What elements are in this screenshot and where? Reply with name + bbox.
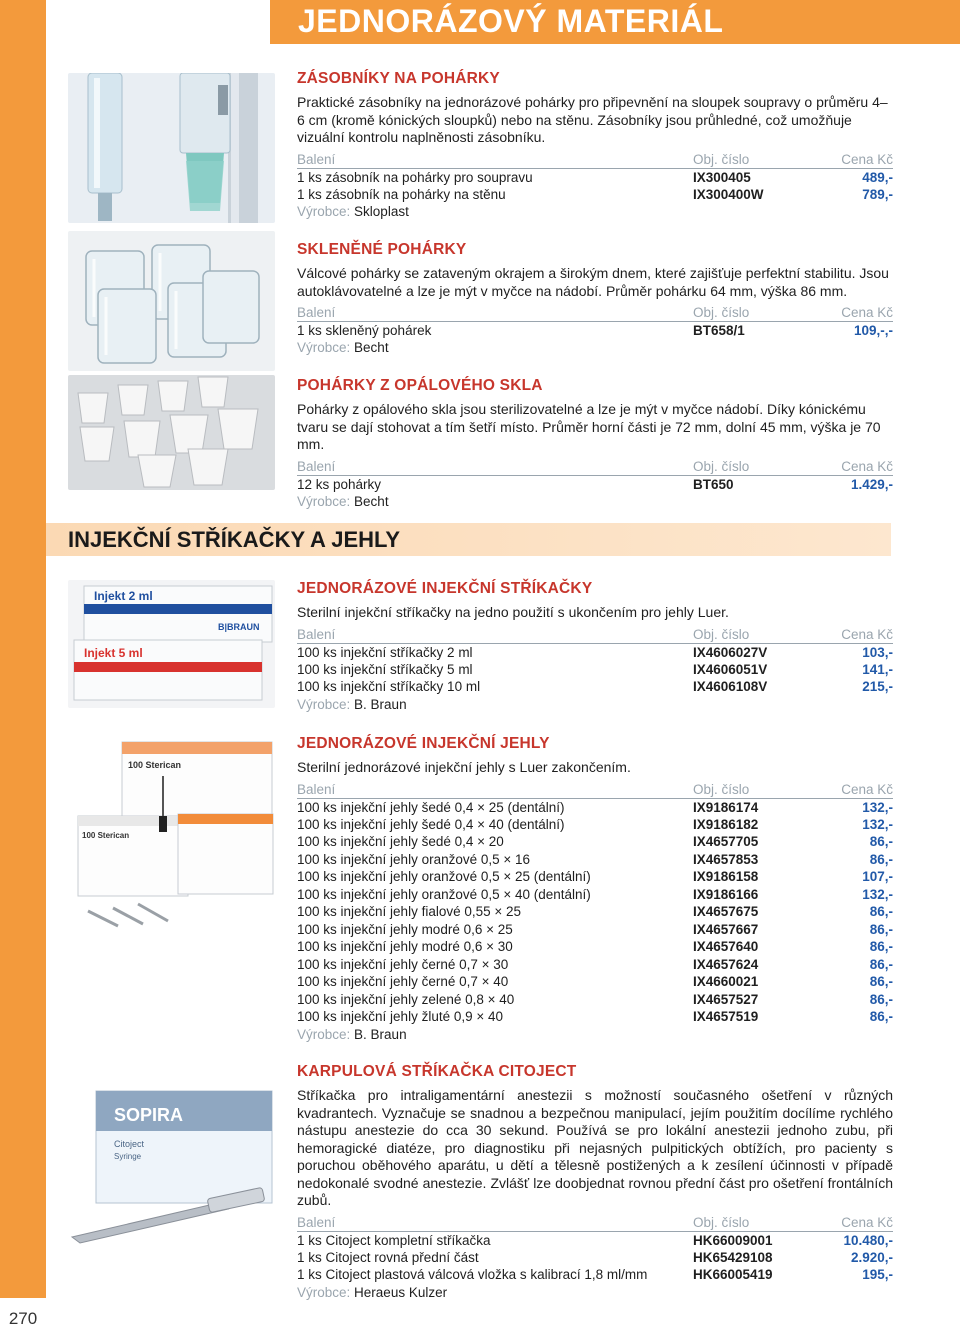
col-pack-header: Balení xyxy=(297,305,693,322)
product-code: IX300405 xyxy=(693,169,751,185)
maker-value: Heraeus Kulzer xyxy=(354,1284,448,1300)
product-row xyxy=(297,868,893,886)
cup-dispenser-illustration xyxy=(68,73,275,223)
product-code: IX9186166 xyxy=(693,886,759,902)
product-row xyxy=(297,1231,893,1249)
col-price-header: Cena Kč xyxy=(803,627,893,644)
page-title: JEDNORÁZOVÝ MATERIÁL xyxy=(298,3,724,39)
product-row xyxy=(297,475,893,493)
maker-label: Výrobce: xyxy=(297,493,351,509)
product-code: IX4606051V xyxy=(693,661,768,677)
product-row xyxy=(297,1266,893,1284)
product-row xyxy=(297,816,893,834)
product-name: 100 ks injekční stříkačky 2 ml xyxy=(297,644,473,660)
product-row xyxy=(297,186,893,204)
section-citoject xyxy=(297,1063,893,1301)
product-code: IX4657675 xyxy=(693,904,759,920)
product-code: IX4657640 xyxy=(693,939,759,955)
product-code: IX4657667 xyxy=(693,921,759,937)
citoject-photo xyxy=(68,1085,275,1245)
needle-box-label-1: 100 Sterican xyxy=(128,760,182,770)
product-code: IX9186158 xyxy=(693,869,759,885)
product-price: 107,- xyxy=(862,869,893,885)
col-pack-header: Balení xyxy=(297,152,693,169)
product-code: IX4657527 xyxy=(693,991,759,1007)
page-number: 270 xyxy=(0,1298,46,1340)
product-table xyxy=(297,152,893,204)
section-title: SKLENĚNÉ POHÁRKY xyxy=(297,241,467,258)
product-row xyxy=(297,168,893,186)
product-price: 86,- xyxy=(869,974,893,990)
section-title: ZÁSOBNÍKY NA POHÁRKY xyxy=(297,70,500,87)
col-pack-header: Balení xyxy=(297,1215,693,1232)
product-name: 100 ks injekční jehly černé 0,7 × 40 xyxy=(297,974,509,990)
col-code-header: Obj. číslo xyxy=(693,1215,803,1232)
product-code: IX4657624 xyxy=(693,956,759,972)
col-price-header: Cena Kč xyxy=(803,1215,893,1232)
needle-box-label-2: 100 Sterican xyxy=(82,831,130,840)
col-price-header: Cena Kč xyxy=(803,152,893,169)
product-name: 1 ks Citoject kompletní stříkačka xyxy=(297,1232,491,1248)
product-table-header xyxy=(297,459,893,476)
product-name: 1 ks Citoject rovná přední část xyxy=(297,1249,479,1265)
product-row xyxy=(297,921,893,939)
section-description: Sterilní jednorázové injekční jehly s Luer zakončením. xyxy=(297,759,631,775)
col-price-header: Cena Kč xyxy=(803,459,893,476)
product-name: 1 ks zásobník na pohárky pro soupravu xyxy=(297,169,533,185)
section-description: Stříkačka pro intraligamentární anestezii s možností současného ošetření v různých kvadrantech. Vyznačuje se snadnou a bezpečnou manipulací, jejím použitím docílíme rychlého nástupu anestezie do cca 30 sekund. Používá se pro lokální anestezii jednoho zubu, při hemoragické diatéze, pro diagnostiku při nejasných pulpitických obtížích, pro pacienty s poruchou oběhového aparátu, u dětí a tělesně postižených a k zesílení účinnosti v případě nedokonalé svodné anestezie. Zvlášť lze doobjednat rovnou přední část pro ošetření frontálních zubů. xyxy=(297,1087,893,1208)
product-code: IX4606108V xyxy=(693,679,768,695)
col-pack-header: Balení xyxy=(297,459,693,476)
product-row xyxy=(297,678,893,696)
needle-boxes-illustration xyxy=(68,736,275,946)
product-name: 100 ks injekční jehly šedé 0,4 × 25 (dentální) xyxy=(297,799,565,815)
product-row xyxy=(297,851,893,869)
citoject-product-label: Citoject xyxy=(114,1139,145,1149)
product-name: 100 ks injekční jehly šedé 0,4 × 40 (dentální) xyxy=(297,816,565,832)
section-description: Praktické zásobníky na jednorázové pohárky pro připevnění na sloupek soupravy o průměru 4–6 cm (kromě kónických sloupků) nebo na stěnu. Zásobníky jsou průhledné, což umožňuje vizuální kontrolu naplněnosti zásobníku. xyxy=(297,94,888,145)
product-price: 489,- xyxy=(862,169,893,185)
col-code-header: Obj. číslo xyxy=(693,627,803,644)
product-price: 195,- xyxy=(862,1267,893,1283)
maker-line xyxy=(297,339,893,357)
product-name: 100 ks injekční stříkačky 10 ml xyxy=(297,679,481,695)
product-name: 100 ks injekční jehly oranžové 0,5 × 25 (dentální) xyxy=(297,869,591,885)
page-title-bar xyxy=(270,0,960,44)
product-price: 86,- xyxy=(869,834,893,850)
product-price: 132,- xyxy=(862,886,893,902)
product-code: BT650 xyxy=(693,476,734,492)
glass-beakers-illustration xyxy=(68,231,275,371)
product-row xyxy=(297,833,893,851)
col-code-header: Obj. číslo xyxy=(693,459,803,476)
product-name: 100 ks injekční jehly fialové 0,55 × 25 xyxy=(297,904,522,920)
product-price: 109,-,- xyxy=(853,323,893,338)
product-table xyxy=(297,1215,893,1284)
product-name: 100 ks injekční jehly černé 0,7 × 30 xyxy=(297,956,509,972)
product-table-header xyxy=(297,782,893,799)
product-price: 2.920,- xyxy=(850,1249,893,1265)
section-disposable-syringes xyxy=(297,580,893,713)
product-price: 141,- xyxy=(862,661,893,677)
product-table xyxy=(297,305,893,339)
product-table xyxy=(297,459,893,493)
section-glass-beakers xyxy=(297,241,893,357)
product-price: 132,- xyxy=(862,799,893,815)
maker-label: Výrobce: xyxy=(297,696,351,712)
syringe-boxes-illustration xyxy=(68,580,275,708)
section-opal-cups xyxy=(297,377,893,510)
product-price: 789,- xyxy=(862,186,893,202)
product-code: IX4657853 xyxy=(693,851,759,867)
maker-value: B. Braun xyxy=(354,696,407,712)
product-price: 86,- xyxy=(869,904,893,920)
section-description: Pohárky z opálového skla jsou sterilizovatelné a lze je mýt v myčce nádobí. Díky kónickému tvaru se dají stohovat a tím šetří místo. Průměr horní části je 72 mm, dolní 45 mm, výška je 70 mm. xyxy=(297,401,881,452)
section-title: JEDNORÁZOVÉ INJEKČNÍ STŘÍKAČKY xyxy=(297,580,593,597)
product-row xyxy=(297,1008,893,1026)
product-code: IX4657519 xyxy=(693,1009,759,1025)
maker-line xyxy=(297,696,893,714)
maker-label: Výrobce: xyxy=(297,1284,351,1300)
product-row xyxy=(297,938,893,956)
maker-label: Výrobce: xyxy=(297,1026,351,1042)
side-accent-strip xyxy=(0,0,46,1340)
citoject-illustration xyxy=(68,1085,275,1245)
syringe-box-label-2: Injekt 5 ml xyxy=(84,646,143,660)
needle-boxes-photo xyxy=(68,736,275,946)
product-price: 215,- xyxy=(862,679,893,695)
product-table xyxy=(297,782,893,1026)
col-code-header: Obj. číslo xyxy=(693,782,803,799)
product-name: 100 ks injekční jehly zelené 0,8 × 40 xyxy=(297,991,515,1007)
product-price: 103,- xyxy=(862,644,893,660)
maker-label: Výrobce: xyxy=(297,340,351,355)
col-price-header: Cena Kč xyxy=(803,782,893,799)
product-row xyxy=(297,661,893,679)
product-price: 86,- xyxy=(869,991,893,1007)
product-name: 100 ks injekční jehly modré 0,6 × 30 xyxy=(297,939,513,955)
opal-cups-illustration xyxy=(68,375,275,490)
maker-line xyxy=(297,1026,893,1044)
citoject-sub-label: Syringe xyxy=(114,1152,142,1161)
col-code-header: Obj. číslo xyxy=(693,152,803,169)
maker-value: Skloplast xyxy=(354,204,409,219)
product-code: HK66009001 xyxy=(693,1232,773,1248)
product-name: 1 ks Citoject plastová válcová vložka s kalibrací 1,8 ml/mm xyxy=(297,1267,648,1283)
maker-line xyxy=(297,1284,893,1302)
product-name: 100 ks injekční jehly šedé 0,4 × 20 xyxy=(297,834,504,850)
category-bar xyxy=(46,523,891,556)
product-price: 86,- xyxy=(869,921,893,937)
syringe-box-label-1: Injekt 2 ml xyxy=(94,589,153,603)
col-code-header: Obj. číslo xyxy=(693,305,803,322)
section-description: Sterilní injekční stříkačky na jedno použití s ukončením pro jehly Luer. xyxy=(297,604,729,620)
product-code: BT658/1 xyxy=(693,323,745,338)
product-price: 132,- xyxy=(862,816,893,832)
product-code: IX9186174 xyxy=(693,799,759,815)
product-table-header xyxy=(297,1215,893,1232)
product-name: 100 ks injekční jehly oranžové 0,5 × 16 xyxy=(297,851,531,867)
maker-line xyxy=(297,203,893,221)
product-name: 100 ks injekční jehly oranžové 0,5 × 40 (dentální) xyxy=(297,886,591,902)
product-code: IX9186182 xyxy=(693,816,759,832)
glass-beakers-photo xyxy=(68,231,275,371)
section-cup-dispensers xyxy=(297,70,893,221)
section-description: Válcové pohárky se zataveným okrajem a širokým dnem, které zajišťuje perfektní stabilitu. Jsou autoklávovatelné a lze je mýt v myčce na nádobí. Průměr pohárku 64 mm, výška 86 mm. xyxy=(297,265,889,299)
col-price-header: Cena Kč xyxy=(803,305,893,322)
product-code: IX4657705 xyxy=(693,834,759,850)
product-name: 12 ks pohárky xyxy=(297,476,382,492)
product-price: 86,- xyxy=(869,939,893,955)
section-disposable-needles xyxy=(297,735,893,1043)
product-code: IX4660021 xyxy=(693,974,759,990)
col-pack-header: Balení xyxy=(297,627,693,644)
maker-value: B. Braun xyxy=(354,1026,407,1042)
product-row xyxy=(297,903,893,921)
product-code: IX300400W xyxy=(693,186,764,202)
product-table-header xyxy=(297,627,893,644)
product-name: 1 ks skleněný pohárek xyxy=(297,323,432,338)
product-price: 86,- xyxy=(869,956,893,972)
product-row xyxy=(297,798,893,816)
product-table-header xyxy=(297,305,893,322)
opal-cups-photo xyxy=(68,375,275,490)
section-title: POHÁRKY Z OPÁLOVÉHO SKLA xyxy=(297,377,543,394)
cup-dispenser-photo xyxy=(68,73,275,223)
product-row xyxy=(297,886,893,904)
product-row xyxy=(297,643,893,661)
product-row xyxy=(297,956,893,974)
product-row xyxy=(297,991,893,1009)
maker-line xyxy=(297,493,893,511)
product-code: HK65429108 xyxy=(693,1249,773,1265)
syringe-box-brand: B|BRAUN xyxy=(218,622,260,632)
product-name: 100 ks injekční jehly žluté 0,9 × 40 xyxy=(297,1009,504,1025)
product-name: 1 ks zásobník na pohárky na stěnu xyxy=(297,186,506,202)
product-row xyxy=(297,973,893,991)
product-table xyxy=(297,627,893,696)
product-code: HK66005419 xyxy=(693,1267,773,1283)
product-name: 100 ks injekční stříkačky 5 ml xyxy=(297,661,473,677)
product-price: 1.429,- xyxy=(850,476,893,492)
category-title: INJEKČNÍ STŘÍKAČKY A JEHLY xyxy=(68,527,401,552)
product-price: 86,- xyxy=(869,851,893,867)
product-name: 100 ks injekční jehly modré 0,6 × 25 xyxy=(297,921,513,937)
col-pack-header: Balení xyxy=(297,782,693,799)
maker-value: Becht xyxy=(354,340,389,355)
maker-label: Výrobce: xyxy=(297,204,351,219)
product-price: 86,- xyxy=(869,1009,893,1025)
product-code: IX4606027V xyxy=(693,644,768,660)
product-table-header xyxy=(297,152,893,169)
section-title: KARPULOVÁ STŘÍKAČKA CITOJECT xyxy=(297,1063,577,1080)
product-row xyxy=(297,1249,893,1267)
maker-value: Becht xyxy=(354,493,389,509)
product-row xyxy=(297,322,893,340)
product-price: 10.480,- xyxy=(843,1232,893,1248)
section-title: JEDNORÁZOVÉ INJEKČNÍ JEHLY xyxy=(297,735,550,752)
syringe-boxes-photo xyxy=(68,580,275,708)
citoject-brand-label: SOPIRA xyxy=(114,1105,184,1125)
